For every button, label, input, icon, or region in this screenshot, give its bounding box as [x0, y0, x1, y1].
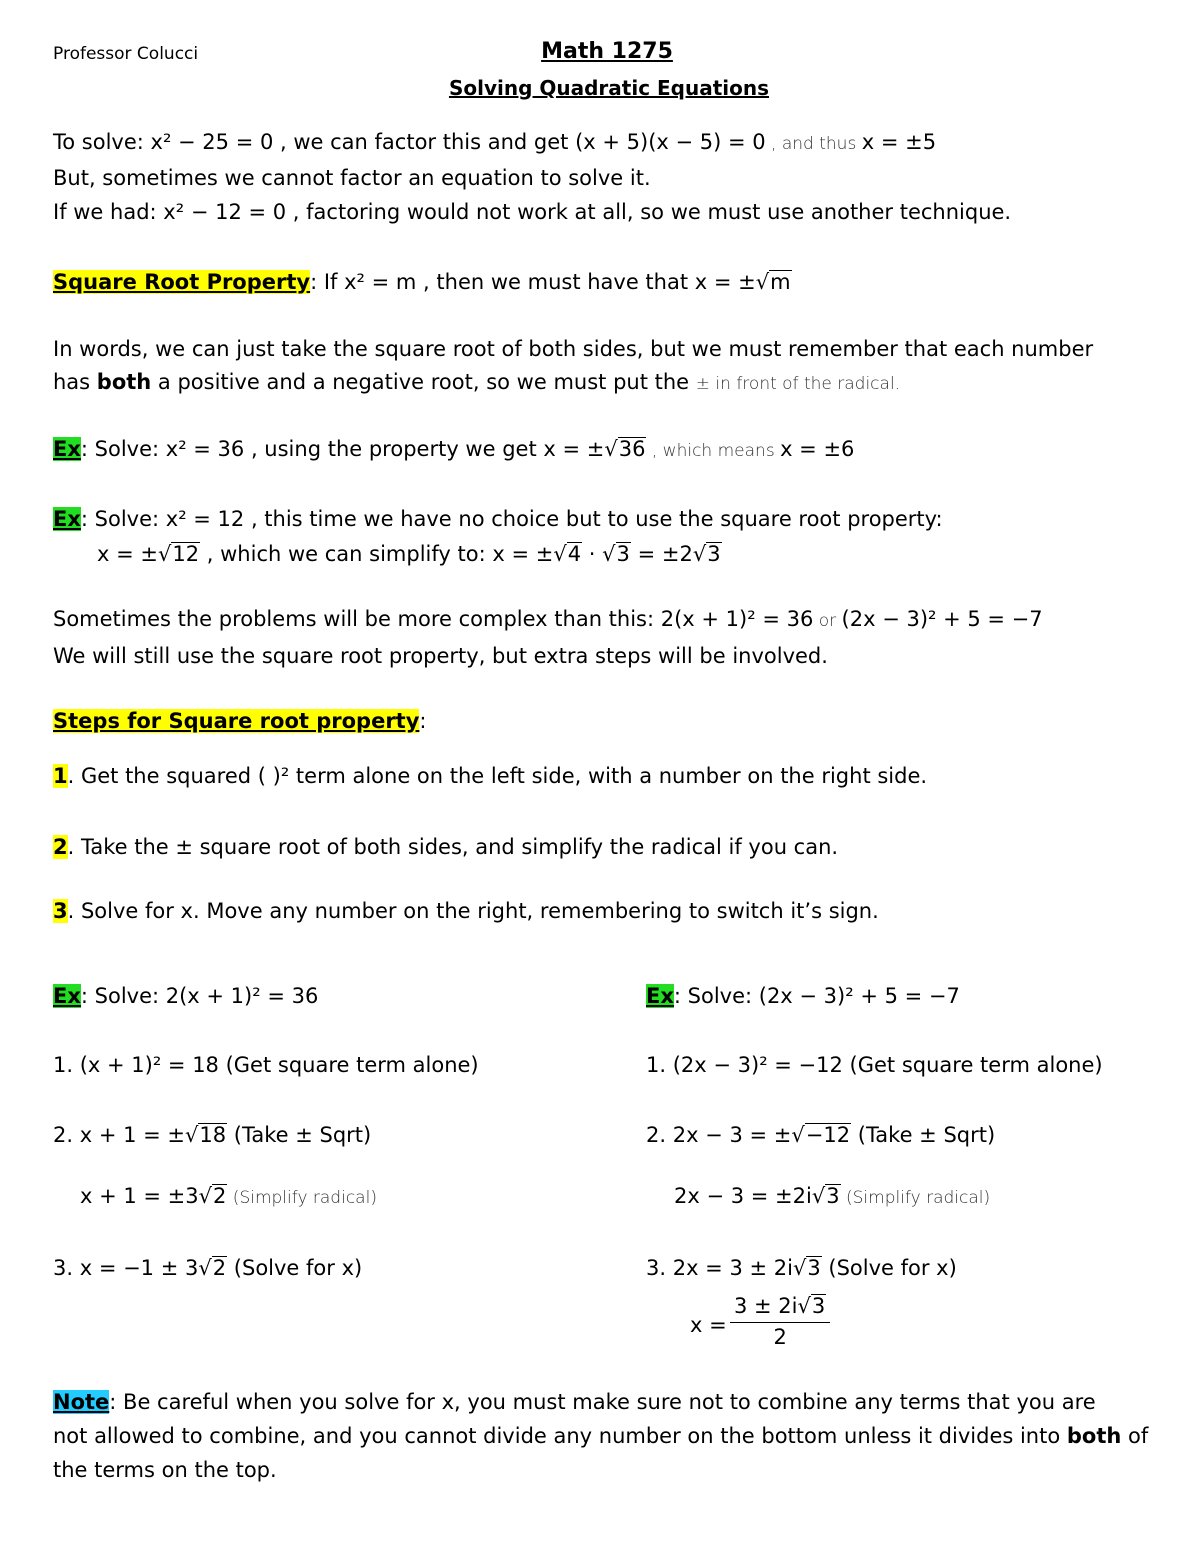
right-example-fraction-lhs: x = — [690, 1313, 727, 1337]
step-3: 3. Solve for x. Move any number on the right, remembering to switch it’s sign. — [53, 899, 879, 923]
fraction-denominator: 2 — [773, 1325, 787, 1349]
left-example-step-2b: x + 1 = ±3√2 (Simplify radical) — [80, 1184, 377, 1208]
example-2-line-2: x = ±√12 , which we can simplify to: x = ±√4 · √3 = ±2√3 — [97, 542, 721, 566]
example-label: Ex — [646, 984, 674, 1008]
intro-line-1: To solve: x² − 25 = 0 , we can factor this and get (x + 5)(x − 5) = 0 , and thus x = ±5 — [53, 130, 937, 154]
example-2-line-1: Ex: Solve: x² = 12 , this time we have no choice but to use the square root property: — [53, 507, 943, 531]
right-example-step-1: 1. (2x − 3)² = −12 (Get square term alone) — [646, 1053, 1103, 1077]
steps-label: Steps for Square root property — [53, 709, 420, 733]
step-1: 1. Get the squared ( )² term alone on the left side, with a number on the right side. — [53, 764, 928, 788]
step-number: 1 — [53, 764, 68, 788]
example-1: Ex: Solve: x² = 36 , using the property we get x = ±√36 , which means x = ±6 — [53, 437, 855, 461]
equation: x² − 12 = 0 — [163, 200, 287, 224]
note-label: Note — [53, 1390, 110, 1414]
right-example-step-3: 3. 2x = 3 ± 2i√3 (Solve for x) — [646, 1256, 957, 1280]
right-example-step-2: 2. 2x − 3 = ±√−12 (Take ± Sqrt) — [646, 1123, 996, 1147]
left-example-heading: Ex: Solve: 2(x + 1)² = 36 — [53, 984, 319, 1008]
left-example-step-1: 1. (x + 1)² = 18 (Get square term alone) — [53, 1053, 479, 1077]
right-example-heading: Ex: Solve: (2x − 3)² + 5 = −7 — [646, 984, 960, 1008]
author-name: Professor Colucci — [53, 44, 199, 64]
example-label: Ex — [53, 984, 81, 1008]
words-line-2: has both a positive and a negative root, so we must put the ± in front of the radical. — [53, 370, 901, 394]
intro-line-3: If we had: x² − 12 = 0 , factoring would not work at all, so we must use another technique. — [53, 200, 1012, 224]
property-label: Square Root Property — [53, 270, 311, 294]
equation: x = ±5 — [861, 130, 937, 154]
words-line-1: In words, we can just take the square root of both sides, but we must remember that each number — [53, 337, 1094, 361]
intro-line-2: But, sometimes we cannot factor an equation to solve it. — [53, 166, 651, 190]
equation: (x + 5)(x − 5) = 0 — [575, 130, 766, 154]
note-line-1: Note: Be careful when you solve for x, you must make sure not to combine any terms that you are — [53, 1390, 1096, 1414]
complex-line-2: We will still use the square root property, but extra steps will be involved. — [53, 644, 828, 668]
right-example-fraction — [730, 1292, 830, 1351]
equation: x² − 25 = 0 — [150, 130, 274, 154]
equation: x² = m — [344, 270, 417, 294]
step-2: 2. Take the ± square root of both sides, and simplify the radical if you can. — [53, 835, 839, 859]
course-title: Math 1275 — [541, 39, 673, 64]
left-example-step-2: 2. x + 1 = ±√18 (Take ± Sqrt) — [53, 1123, 372, 1147]
note-line-3: the terms on the top. — [53, 1458, 277, 1482]
note-line-2: not allowed to combine, and you cannot divide any number on the bottom unless it divides into both of — [53, 1424, 1149, 1448]
complex-line-1: Sometimes the problems will be more complex than this: 2(x + 1)² = 36 or (2x − 3)² + 5 = −7 — [53, 607, 1043, 631]
property-line: Square Root Property: If x² = m , then we must have that x = ±√m — [53, 270, 791, 294]
right-example-step-2b: 2x − 3 = ±2i√3 (Simplify radical) — [674, 1184, 991, 1208]
fraction-numerator: 3 ± 2i√3 — [730, 1292, 830, 1323]
steps-heading: Steps for Square root property: — [53, 709, 427, 733]
step-number: 3 — [53, 899, 68, 923]
example-label: Ex — [53, 507, 81, 531]
step-number: 2 — [53, 835, 68, 859]
page-title: Solving Quadratic Equations — [448, 76, 770, 100]
example-label: Ex — [53, 437, 81, 461]
left-example-step-3: 3. x = −1 ± 3√2 (Solve for x) — [53, 1256, 363, 1280]
